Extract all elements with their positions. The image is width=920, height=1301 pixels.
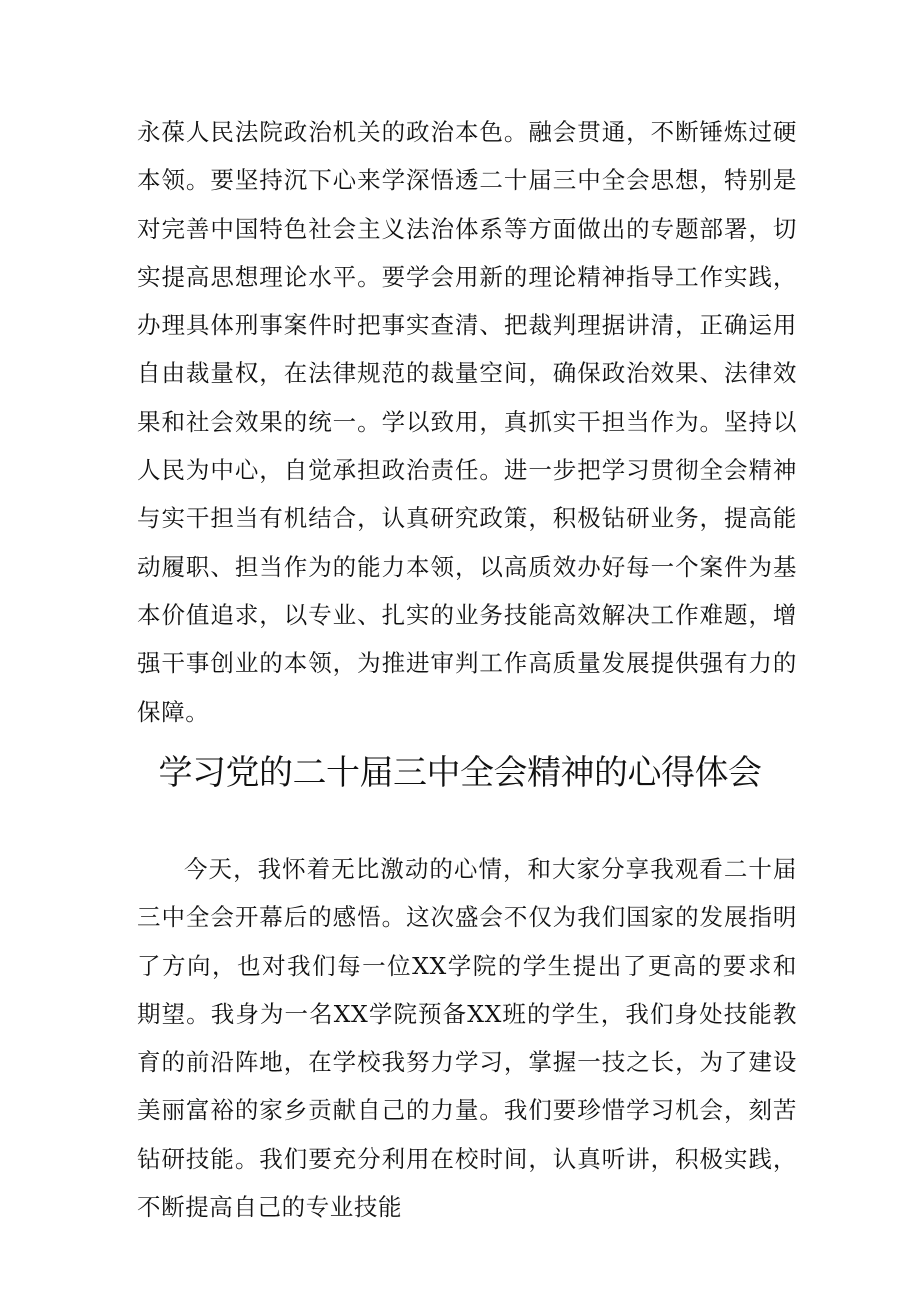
body-paragraph-bottom: 今天，我怀着无比激动的心情，和大家分享我观看二十届三中全会开幕后的感悟。这次盛会不仅为我们国家的发展指明了方向，也对我们每一位XX学院的学生提出了更高的要求和期望。我身为一名XX学院预备XX班的学生，我们身处技能教育的前沿阵地，在学校我努力学习，掌握一技之长，为了建设美丽富裕的家乡贡献自己的力量。我们要珍惜学习机会，刻苦钻研技能。我们要充分利用在校时间，认真听讲，积极实践，不断提高自己的专业技能 [137, 855, 797, 1222]
section-title: 学习党的二十届三中全会精神的心得体会 [158, 753, 762, 793]
body-paragraph-top: 永葆人民法院政治机关的政治本色。融会贯通，不断锤炼过硬本领。要坚持沉下心来学深悟透二十届三中全会思想，特别是对完善中国特色社会主义法治体系等方面做出的专题部署，切实提高思想理论水平。要学会用新的理论精神指导工作实践，办理具体刑事案件时把事实查清、把裁判理据讲清，正确运用自由裁量权，在法律规范的裁量空间，确保政治效果、法律效果和社会效果的统一。学以致用，真抓实干担当作为。坚持以人民为中心，自觉承担政治责任。进一步把学习贯彻全会精神与实干担当有机结合，认真研究政策，积极钻研业务，提高能动履职、担当作为的能力本领，以高质效办好每一个案件为基本价值追求，以专业、扎实的业务技能高效解决工作难题，增强干事创业的本领，为推进审判工作高质量发展提供强有力的保障。 [137, 118, 797, 726]
